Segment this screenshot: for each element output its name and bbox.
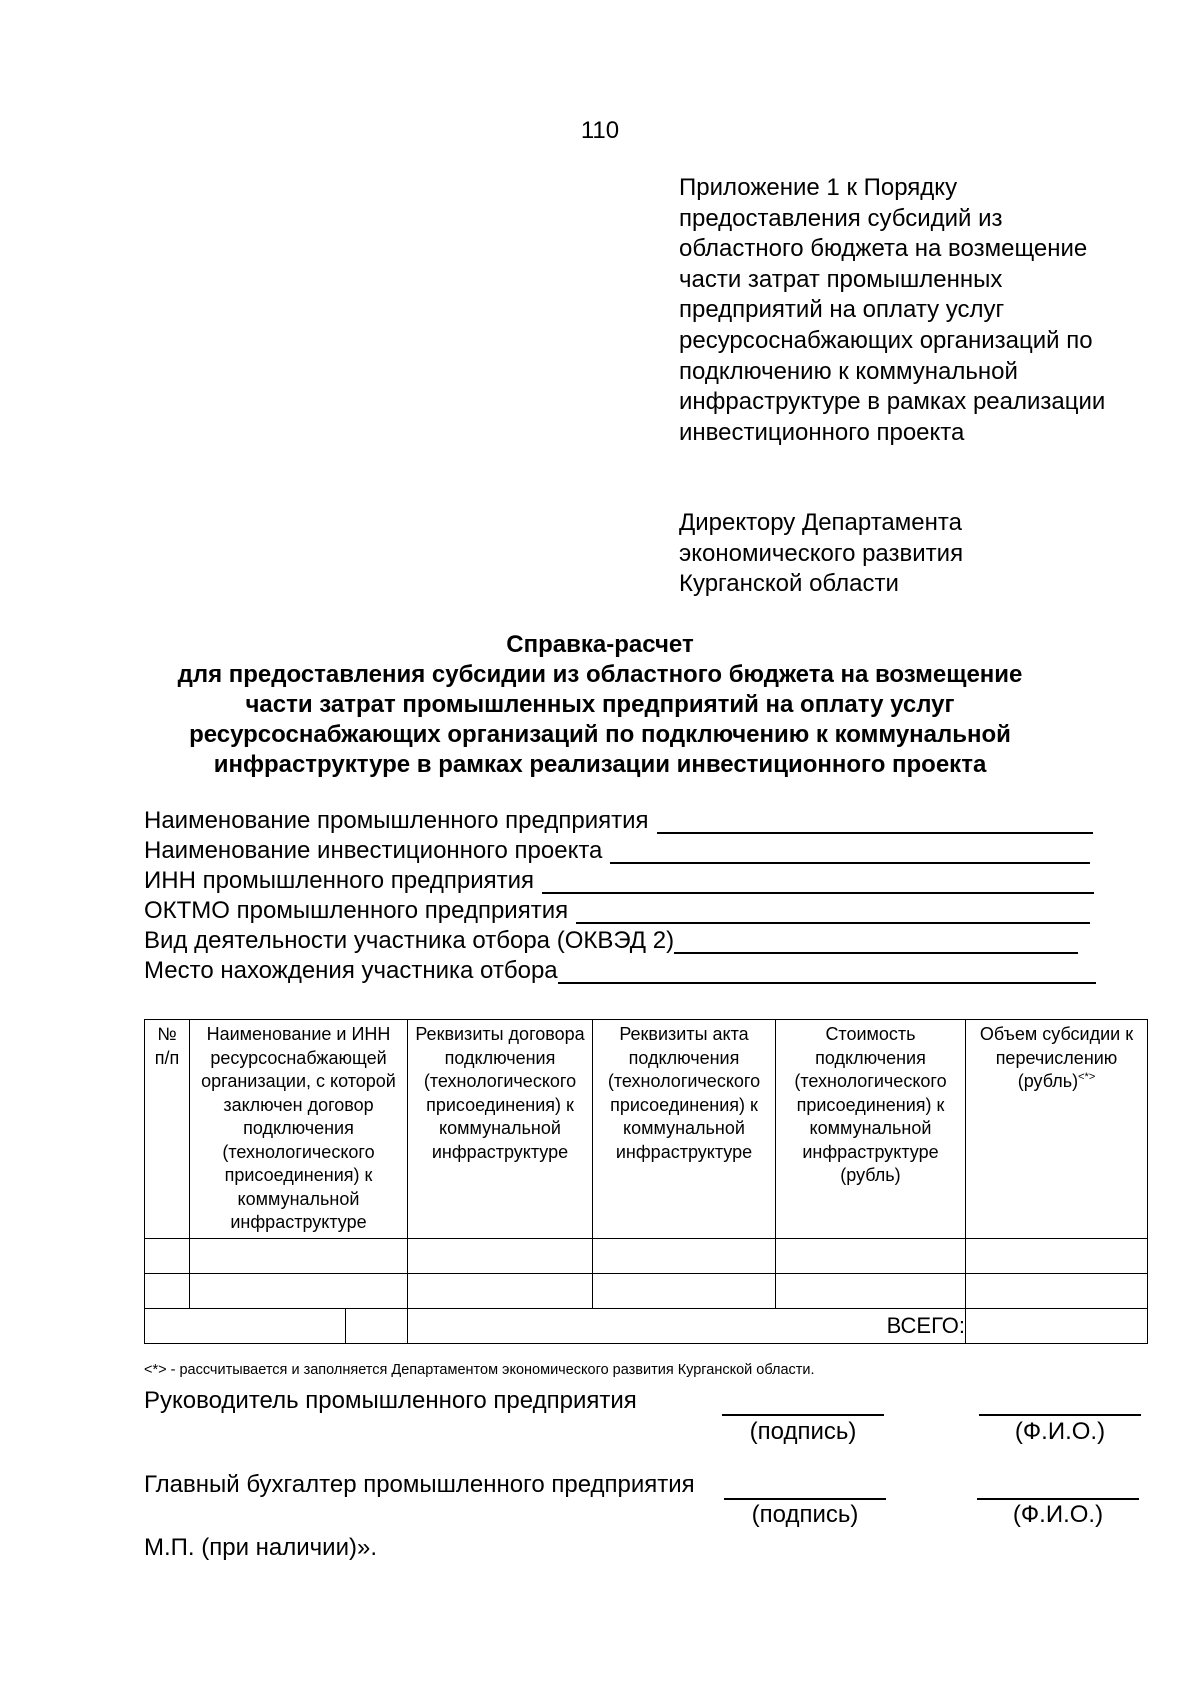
field-label: Наименование инвестиционного проекта (144, 837, 603, 864)
subsidy-header-text: Объем субсидии к перечислению (рубль) (979, 1024, 1134, 1091)
total-label: ВСЕГО: (408, 1309, 966, 1344)
addressee-line: Курганской области (679, 570, 899, 598)
field-label: Наименование промышленного предприятия (144, 807, 649, 834)
field-okved (144, 924, 1144, 954)
column-header-cost: Стоимость подключения (технологического присоединения) к коммунальной инфраструктуре (рубль) (776, 1020, 966, 1239)
field-project-name (144, 834, 1144, 864)
table-row (145, 1239, 1148, 1274)
appendix-reference (679, 173, 1179, 448)
column-header-supplier: Наименование и ИНН ресурсоснабжающей организации, с которой заключен договор подключения (технологического присоединения) к коммунальной инфраструктуре (190, 1020, 408, 1239)
field-location (144, 954, 1144, 984)
table-row (145, 1274, 1148, 1309)
page-number: 110 (580, 117, 620, 144)
table-cell[interactable] (966, 1239, 1148, 1274)
title-line: ресурсоснабжающих организаций по подключению к коммунальной (189, 721, 1011, 748)
table-cell[interactable] (408, 1274, 593, 1309)
field-inn (144, 864, 1144, 894)
signatory-accountant: Главный бухгалтер промышленного предприятия (144, 1471, 695, 1498)
title-line: инфраструктуре в рамках реализации инвестиционного проекта (213, 751, 987, 778)
table-cell[interactable] (190, 1239, 408, 1274)
fill-in-line[interactable] (542, 870, 1094, 894)
table-cell[interactable] (190, 1274, 408, 1309)
appendix-line: инвестиционного проекта (679, 418, 965, 446)
addressee-line: экономического развития (679, 539, 964, 567)
table-cell[interactable] (776, 1239, 966, 1274)
appendix-line: Приложение 1 к Порядку (679, 174, 958, 201)
title-line: части затрат промышленных предприятий на оплату услуг (245, 691, 955, 718)
table-total-row (145, 1309, 1148, 1344)
field-label: ОКТМО промышленного предприятия (144, 897, 569, 924)
footnote: <*> - рассчитывается и заполняется Департаментом экономического развития Курганской области. (144, 1362, 815, 1378)
column-header-act: Реквизиты акта подключения (технологического присоединения) к коммунальной инфраструктуре (593, 1020, 776, 1239)
total-value-cell[interactable] (966, 1309, 1148, 1344)
column-header-subsidy (966, 1020, 1148, 1239)
appendix-line: предоставления субсидий из (679, 204, 1003, 232)
table-cell[interactable] (776, 1274, 966, 1309)
field-oktmo (144, 894, 1144, 924)
fill-in-line[interactable] (674, 930, 1078, 954)
addressee (679, 508, 1179, 600)
appendix-line: инфраструктуре в рамках реализации (679, 388, 1106, 416)
appendix-line: областного бюджета на возмещение (679, 235, 1088, 263)
calculation-table (144, 1019, 1148, 1344)
title-line: для предоставления субсидии из областного бюджета на возмещение (177, 661, 1023, 688)
signature-line[interactable] (724, 1498, 886, 1500)
field-enterprise-name (144, 804, 1144, 834)
name-line[interactable] (979, 1414, 1141, 1416)
appendix-line: ресурсоснабжающих организаций по (679, 326, 1093, 354)
signature-caption: (подпись) (749, 1418, 857, 1445)
document-title (100, 630, 1100, 780)
signature-caption: (подпись) (751, 1501, 859, 1528)
column-header-number: № п/п (145, 1020, 190, 1239)
field-label: Вид деятельности участника отбора (ОКВЭД 2) (144, 927, 675, 954)
fill-in-line[interactable] (610, 840, 1090, 864)
table-cell[interactable] (145, 1274, 190, 1309)
field-label: ИНН промышленного предприятия (144, 867, 535, 894)
field-label: Место нахождения участника отбора (144, 957, 558, 984)
title-line: Справка-расчет (506, 631, 694, 658)
fill-in-line[interactable] (576, 900, 1090, 924)
name-caption: (Ф.И.О.) (1014, 1418, 1106, 1445)
stamp-note: М.П. (при наличии)». (144, 1534, 377, 1561)
signature-line[interactable] (722, 1414, 884, 1416)
company-fields (144, 804, 1144, 984)
name-line[interactable] (977, 1498, 1139, 1500)
signatory-head: Руководитель промышленного предприятия (144, 1387, 637, 1414)
table-cell[interactable] (145, 1239, 190, 1274)
table-header-row (145, 1020, 1148, 1239)
name-caption: (Ф.И.О.) (1012, 1501, 1104, 1528)
table-cell[interactable] (966, 1274, 1148, 1309)
table-cell[interactable] (408, 1239, 593, 1274)
table-cell[interactable] (593, 1274, 776, 1309)
total-blank-cell (145, 1309, 408, 1344)
addressee-line: Директору Департамента (679, 509, 962, 536)
appendix-line: предприятий на оплату услуг (679, 296, 1005, 324)
fill-in-line[interactable] (657, 810, 1093, 834)
appendix-line: части затрат промышленных (679, 265, 1003, 293)
table-cell[interactable] (593, 1239, 776, 1274)
appendix-line: подключению к коммунальной (679, 357, 1018, 385)
fill-in-line[interactable] (558, 960, 1096, 984)
footnote-mark: <*> (1078, 1071, 1096, 1083)
column-header-contract: Реквизиты договора подключения (технологического присоединения) к коммунальной инфраструктуре (408, 1020, 593, 1239)
